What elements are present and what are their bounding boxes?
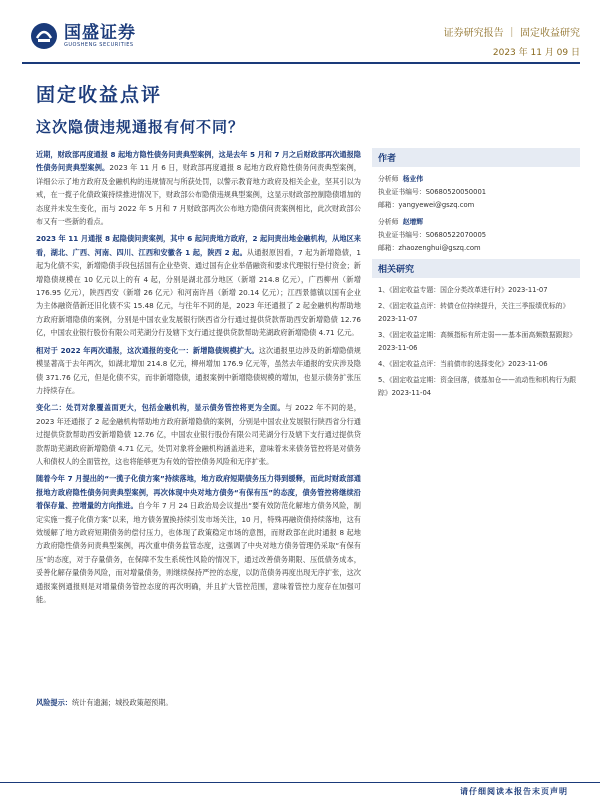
disclaimer-note: 请仔细阅读本报告末页声明 — [460, 787, 568, 796]
paragraph-body: 这次通报里边涉及的新增隐债规模显著高于去年两次，如湖北增加 214.8 亿元，柳州增加 176.9 亿元等，虽然去年通报的安庆涉及隐债 371.76 亿元，但是化债不实，而非新增隐债，通报案例中新增隐债规模的增加，也显示债务扩张压力持续存在。 — [36, 345, 361, 395]
report-subtitle: 这次隐债违规通报有何不同？ — [36, 118, 245, 136]
analyst-card — [372, 173, 580, 212]
paragraph-body: 从通报原因看，7 起为新增隐债，1 起为化债不实，新增隐债手段包括国有企业垫资、通过国有企业举借融资和要求代理银行垫付资金；新增隐债规模在 10 亿元以上的有 4 起，分别是湖北邵分地区（新增 214.8 亿元），广西柳州（新增 176.95 亿元），陕西西安（新增 26 亿元）和河南许昌（新增 20.14 亿元）；江西景德镇以国有企业为主体融资借新还旧化债不实 15.48 亿元，与往年不同的是，2023 年还通报了 2 起金融机构帮助地方政府新增隐债的案例，分别是中国农业发展银行陕西省分行通过提供贷款帮助西安新增隐债 12.76 亿，中国农业银行股份有限公司芜湖分行及辖下支行通过提供贷款帮助芜湖政府新增隐债 4.71 亿元。 — [36, 247, 361, 338]
paragraph-lead: 随着今年 7 月提出的“一揽子化债方案”持续落地，地方政府短期债务压力得到缓释，而此时财政部通报地方政府隐性债务问责典型案例，再次体现中央对地方债务“有保有压”的态度，债务管控将继续沿着保存量、控增量的方向推进。 — [36, 474, 361, 511]
analyst-name: 杨业伟 — [402, 175, 424, 183]
paragraph — [36, 401, 361, 468]
report-type: 证券研究报告 ｜ 固定收益研究 — [443, 28, 580, 39]
paragraph — [36, 232, 361, 339]
analyst-cert: 执业证书编号：S0680520050001 — [378, 188, 487, 196]
report-header — [0, 0, 600, 60]
paragraph-body: 自今年 7 月 24 日政治局会议提出“要有效防范化解地方债务风险，制定实施一揽子化债方案”以来，地方债务置换持续引发市场关注，10 月，特殊再融资债持续落地，这有效缓解了地方政府短期债务的偿付压力，也体现了政策稳定市场的意图，而财政部在此时通报 8 起地方政府隐性债务问责典型案例，再次重申债务监管态度，这强调了中央对地方债务管理仍采取“有保有压”的态度，对于存量债务，在保障不发生系统性风险的情况下，通过改善债务期限、压低债务成本，妥善化解存量债务风险，而对增量债务，则继续保持严控的态度，以防范债务再度出现无序扩张，这次通报案例通报则是对增量债务管控态度的再次明确，并且扩大管控范围，意味着管控力度存在加强可能。 — [36, 501, 361, 604]
related-heading: 相关研究 — [372, 259, 580, 278]
paragraph — [36, 148, 361, 228]
risk-label: 风险提示： — [36, 698, 72, 707]
paragraph — [36, 472, 361, 606]
main-content — [36, 148, 361, 610]
paragraph-body: 2023 年 11 月 6 日，财政部再度通报 8 起地方政府隐性债务问责典型案例，详细公示了地方政府及金融机构的违规情况与所获处罚，以警示教育地方政府及相关企业，坚其引以为戒，在一揽子化债政策持续推进情况下，财政部公布隐债违规典型案例，这显示财政部控制隐债增加的态度并未发生变化，而与 2022 年 5 月和 7 月财政部两次公布地方隐债问责案例相比，此次财政部公布又有一些新的看点。 — [36, 163, 361, 227]
paragraph — [36, 344, 361, 398]
risk-text: 统计有遗漏；城投政策超预期。 — [71, 698, 173, 707]
related-report-link[interactable]: 5、《固定收益定期：资金回落，债基加仓——流动性和机构行为跟踪》2023-11-04 — [378, 376, 577, 397]
related-report-link[interactable]: 4、《固定收益点评：当前债市的选择变化》2023-11-06 — [378, 360, 548, 368]
page-title: 固定收益点评 — [36, 84, 163, 106]
paragraph-lead: 2023 年 11 月通报 8 起隐债问责案例，其中 6 起问责地方政府，2 起问责出地金融机构，从地区来看，湖北、广西、河南、四川、江西和安徽各 1 起，陕西 2 起。 — [36, 234, 361, 257]
risk-note — [36, 696, 361, 709]
logo-mark-icon — [30, 22, 58, 50]
analyst-role: 分析师 — [378, 175, 399, 183]
paragraph-lead: 近期，财政部再度通报 8 起地方隐性债务问责典型案例，这是去年 5 月和 7 月之后财政部再次通报隐性债务问责典型案例。 — [36, 150, 361, 173]
logo-cn-text: 国盛证券 — [64, 22, 136, 43]
footer-divider — [0, 782, 600, 783]
logo-en-text: GUOSHENG SECURITIES — [64, 41, 134, 48]
analyst-role: 分析师 — [378, 218, 399, 226]
report-date: 2023 年 11 月 09 日 — [492, 48, 580, 58]
paragraph-body: 与 2022 年不同的是，2023 年还通报了 2 起金融机构帮助地方政府新增隐债的案例，分别是中国农业发展银行陕西省分行通过提供贷款帮助西安新增隐债 12.76 亿，中国农业银行股份有限公司芜湖分行及辖下支行通过提供贷款帮助芜湖政府新增隐债 4.71 亿元，处罚对象将金融机构涵盖进来，意味着未来债务管控将是对债务人和债权人的全面管控，这也将能够更为有效的管控债务风险和无序扩张。 — [36, 403, 361, 466]
paragraph-lead: 相对于 2022 年两次通报，这次通报的变化一：新增隐债规模扩大。 — [36, 345, 259, 355]
analyst-name: 赵增辉 — [402, 218, 424, 226]
header-divider — [22, 62, 580, 64]
analyst-card — [372, 216, 580, 255]
brand-logo — [30, 22, 136, 50]
related-report-link[interactable]: 1、《固定收益专题：国企分类改革进行时》2023-11-07 — [378, 286, 548, 294]
authors-heading: 作者 — [372, 148, 580, 167]
page-footer — [0, 774, 600, 800]
related-report-link[interactable]: 3、《固定收益定期：高频指标有所走弱——基本面高频数据跟踪》2023-11-06 — [378, 331, 577, 352]
analyst-email[interactable]: 邮箱：zhaozenghui@gszq.com — [378, 244, 481, 252]
analyst-cert: 执业证书编号：S0680522070005 — [378, 231, 487, 239]
sidebar — [372, 148, 580, 403]
analyst-email[interactable]: 邮箱：yangyewei@gszq.com — [378, 201, 475, 209]
related-report-link[interactable]: 2、《固定收益点评：转债仓位持续提升，关注三季报绩优标的》2023-11-07 — [378, 302, 570, 323]
paragraph-lead: 变化二：处罚对象覆盖面更大，包括金融机构，显示债务管控将更为全面。 — [36, 403, 285, 413]
